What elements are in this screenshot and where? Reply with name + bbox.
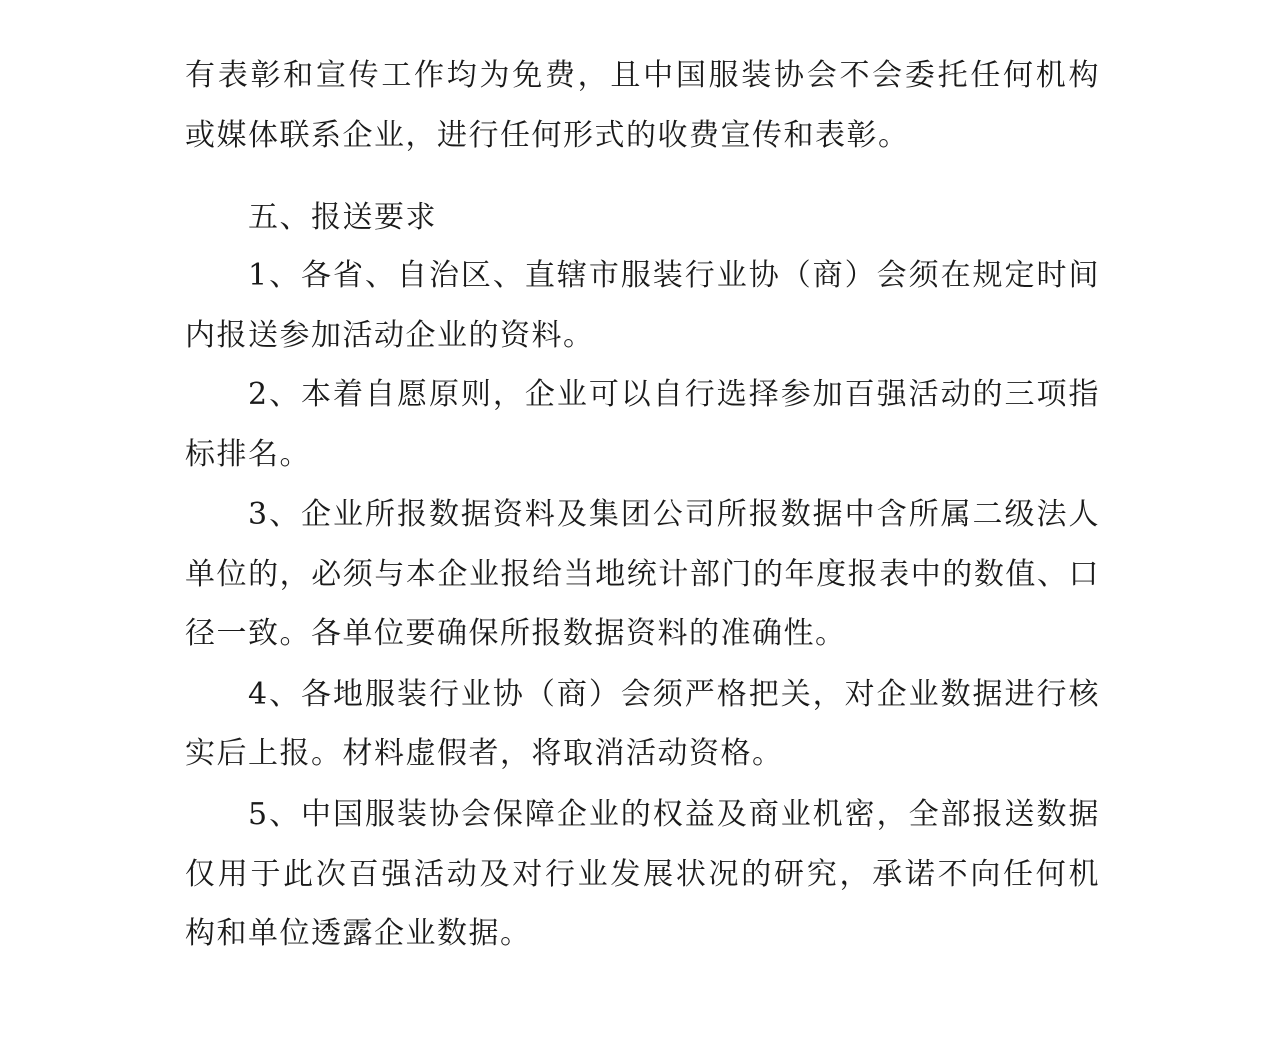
- item-1-line-1: 1、各省、自治区、直辖市服装行业协（商）会须在规定时间: [248, 258, 1100, 293]
- item-2-line-2: 标排名。: [185, 437, 311, 472]
- item-2-line-1: 2、本着自愿原则，企业可以自行选择参加百强活动的三项指: [248, 377, 1100, 412]
- section-heading: 五、报送要求: [248, 200, 437, 235]
- item-1-line-2: 内报送参加活动企业的资料。: [185, 318, 595, 353]
- item-5-line-1: 5、中国服装协会保障企业的权益及商业机密，全部报送数据: [248, 797, 1100, 832]
- item-4-line-2: 实后上报。材料虚假者，将取消活动资格。: [185, 736, 784, 771]
- item-3-line-1: 3、企业所报数据资料及集团公司所报数据中含所属二级法人: [248, 497, 1100, 532]
- item-3-line-2: 单位的，必须与本企业报给当地统计部门的年度报表中的数值、口: [185, 557, 1100, 592]
- item-3-line-3: 径一致。各单位要确保所报数据资料的准确性。: [185, 616, 847, 651]
- intro-line-2: 或媒体联系企业，进行任何形式的收费宣传和表彰。: [185, 118, 910, 153]
- item-5-line-2: 仅用于此次百强活动及对行业发展状况的研究，承诺不向任何机: [185, 857, 1100, 892]
- item-5-line-3: 构和单位透露企业数据。: [185, 916, 532, 951]
- item-4-line-1: 4、各地服装行业协（商）会须严格把关，对企业数据进行核: [248, 677, 1100, 712]
- intro-line-1: 有表彰和宣传工作均为免费，且中国服装协会不会委托任何机构: [185, 58, 1100, 93]
